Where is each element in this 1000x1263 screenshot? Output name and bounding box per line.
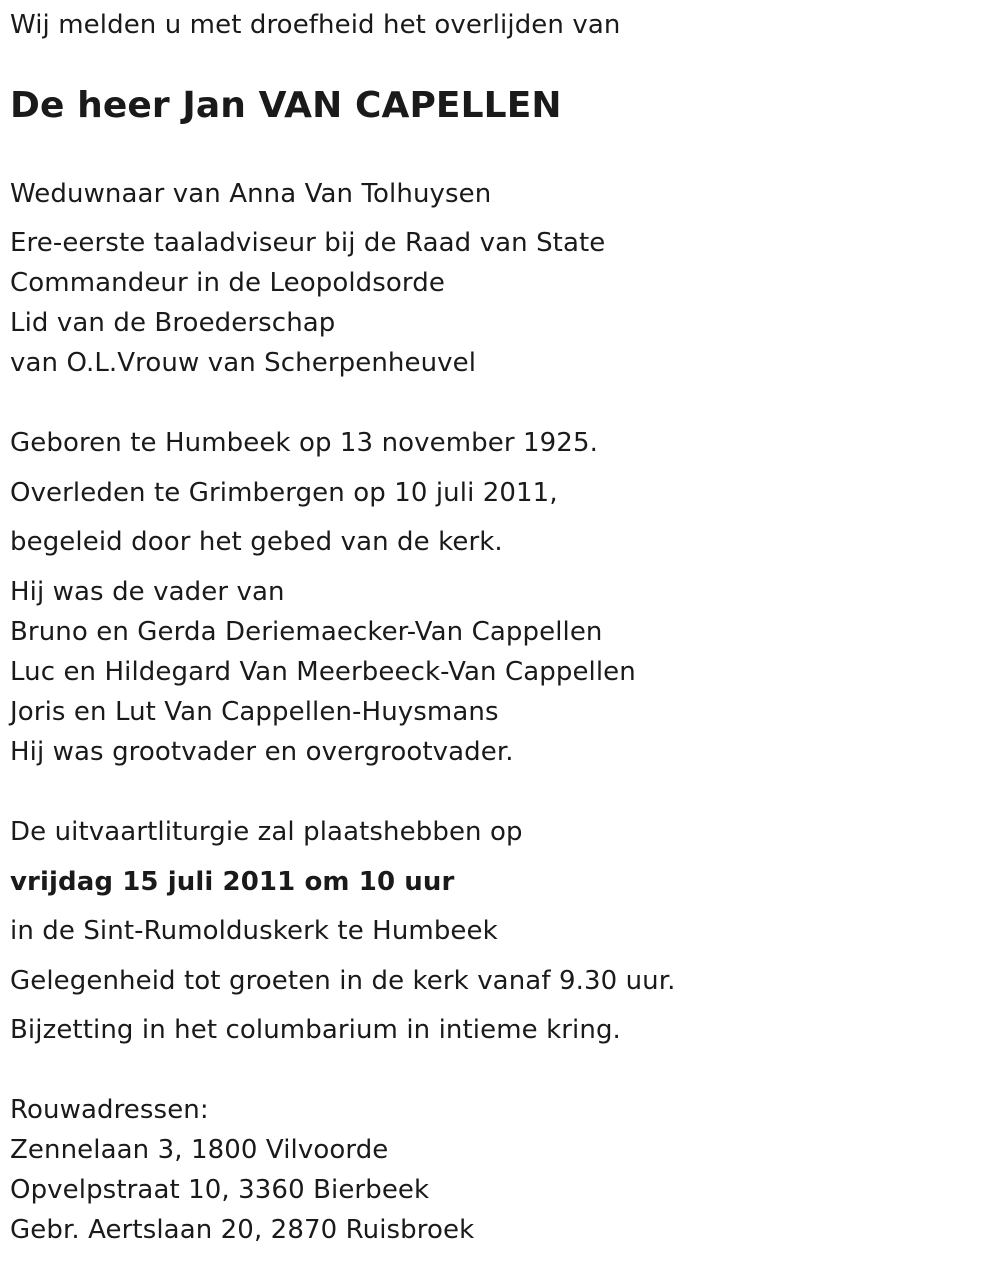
- greeting-text: Gelegenheid tot groeten in de kerk vanaf 9.30 uur.: [10, 966, 676, 996]
- intro-text: Wij melden u met droefheid het overlijden van: [10, 10, 621, 40]
- family-line: Joris en Lut Van Cappellen-Huysmans: [10, 697, 499, 727]
- funeral-date: vrijdag 15 juli 2011 om 10 uur: [10, 867, 455, 897]
- title-line: Commandeur in de Leopoldsorde: [10, 268, 445, 298]
- title-line: Lid van de Broederschap: [10, 308, 336, 338]
- family-line: Luc en Hildegard Van Meerbeeck-Van Cappellen: [10, 657, 636, 687]
- birth-text: Geboren te Humbeek op 13 november 1925.: [10, 428, 598, 458]
- funeral-place: in de Sint-Rumolduskerk te Humbeek: [10, 916, 498, 946]
- title-line: van O.L.Vrouw van Scherpenheuvel: [10, 348, 477, 378]
- family-line: Hij was grootvader en overgrootvader.: [10, 737, 514, 767]
- death-text: Overleden te Grimbergen op 10 juli 2011,: [10, 478, 558, 508]
- address-line: Opvelpstraat 10, 3360 Bierbeek: [10, 1175, 430, 1205]
- accompanied-text: begeleid door het gebed van de kerk.: [10, 527, 503, 557]
- title-line: Ere-eerste taaladviseur bij de Raad van State: [10, 228, 606, 258]
- family-line: Bruno en Gerda Deriemaecker-Van Cappellen: [10, 617, 603, 647]
- addresses-label: Rouwadressen:: [10, 1095, 209, 1125]
- burial-text: Bijzetting in het columbarium in intieme kring.: [10, 1015, 621, 1045]
- deceased-name: De heer Jan VAN CAPELLEN: [10, 85, 562, 126]
- funeral-intro: De uitvaartliturgie zal plaatshebben op: [10, 817, 523, 847]
- address-line: Zennelaan 3, 1800 Vilvoorde: [10, 1135, 389, 1165]
- address-line: Gebr. Aertslaan 20, 2870 Ruisbroek: [10, 1215, 475, 1245]
- family-line: Hij was de vader van: [10, 577, 285, 607]
- widower-text: Weduwnaar van Anna Van Tolhuysen: [10, 179, 492, 209]
